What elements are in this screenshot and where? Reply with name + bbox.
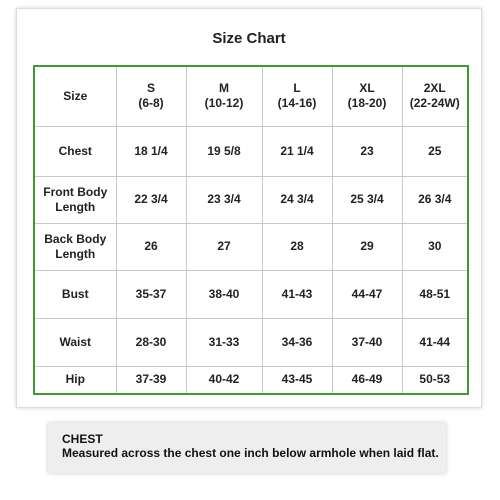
measurement-note: [48, 423, 446, 473]
header-row: [34, 66, 468, 126]
row-label: Front Body Length: [34, 176, 116, 223]
table-cell: 28-30: [116, 318, 186, 366]
table-cell: 27: [186, 223, 262, 270]
size-label: L: [293, 81, 301, 96]
column-header-l: [262, 66, 332, 126]
table-cell: 46-49: [332, 366, 402, 394]
note-text: Measured across the chest one inch below armhole when laid flat.: [62, 446, 439, 460]
table-row-front-body-length: [34, 176, 468, 223]
table-cell: 48-51: [402, 270, 468, 318]
table-cell: 35-37: [116, 270, 186, 318]
table-cell: 31-33: [186, 318, 262, 366]
size-label: XL: [359, 81, 375, 96]
table-cell: 18 1/4: [116, 126, 186, 176]
size-range: (14-16): [277, 96, 317, 111]
table-cell: 23: [332, 126, 402, 176]
table-cell: 26 3/4: [402, 176, 468, 223]
table-cell: 43-45: [262, 366, 332, 394]
table-cell: 44-47: [332, 270, 402, 318]
column-header-m: [186, 66, 262, 126]
table-cell: 23 3/4: [186, 176, 262, 223]
row-label: Hip: [34, 366, 116, 394]
row-label: Bust: [34, 270, 116, 318]
size-range: (18-20): [347, 96, 387, 111]
size-range: (10-12): [204, 96, 244, 111]
size-range: (22-24W): [409, 96, 460, 111]
table-cell: 21 1/4: [262, 126, 332, 176]
chart-title: Size Chart: [212, 30, 286, 47]
table-cell: 40-42: [186, 366, 262, 394]
row-label: Back Body Length: [34, 223, 116, 270]
table-cell: 25: [402, 126, 468, 176]
size-table: [33, 65, 469, 395]
table-row-hip: [34, 366, 468, 394]
column-header-s: [116, 66, 186, 126]
table-cell: 34-36: [262, 318, 332, 366]
table-row-chest: [34, 126, 468, 176]
row-label: Waist: [34, 318, 116, 366]
table-cell: 41-44: [402, 318, 468, 366]
size-label: 2XL: [423, 81, 446, 96]
note-heading: CHEST: [62, 432, 103, 446]
table-cell: 30: [402, 223, 468, 270]
column-header-2xl: [402, 66, 468, 126]
table-cell: 41-43: [262, 270, 332, 318]
table-cell: 19 5/8: [186, 126, 262, 176]
table-row-bust: [34, 270, 468, 318]
table-cell: 37-40: [332, 318, 402, 366]
table-cell: 28: [262, 223, 332, 270]
corner-cell: Size: [34, 66, 116, 126]
row-label: Chest: [34, 126, 116, 176]
table-cell: 50-53: [402, 366, 468, 394]
size-range: (6-8): [138, 96, 164, 111]
table-cell: 22 3/4: [116, 176, 186, 223]
column-header-xl: [332, 66, 402, 126]
size-label: S: [146, 81, 155, 96]
table-cell: 25 3/4: [332, 176, 402, 223]
size-label: M: [219, 81, 229, 96]
table-row-back-body-length: [34, 223, 468, 270]
table-cell: 29: [332, 223, 402, 270]
size-chart-card: [16, 8, 482, 408]
table-cell: 38-40: [186, 270, 262, 318]
table-cell: 37-39: [116, 366, 186, 394]
table-cell: 26: [116, 223, 186, 270]
table-cell: 24 3/4: [262, 176, 332, 223]
table-row-waist: [34, 318, 468, 366]
